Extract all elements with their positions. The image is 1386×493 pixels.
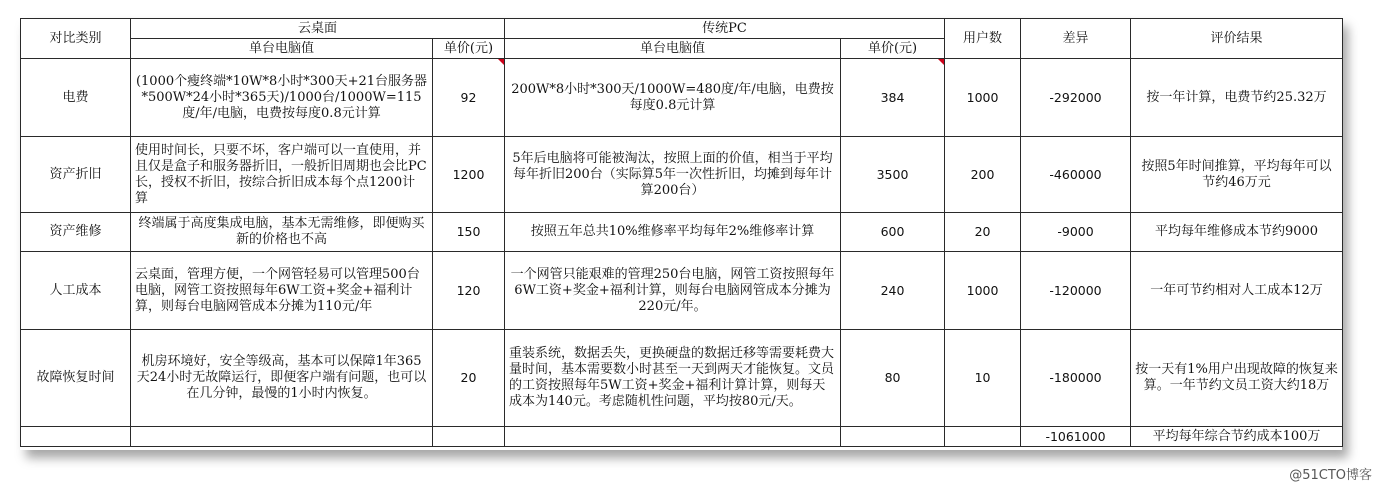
header-cloud-value: 单台电脑值 bbox=[131, 39, 433, 59]
header-users: 用户数 bbox=[945, 19, 1021, 59]
row-users: 200 bbox=[945, 137, 1021, 213]
row-result: 按一年计算，电费节约25.32万 bbox=[1131, 59, 1343, 137]
total-diff: -1061000 bbox=[1021, 427, 1131, 447]
row-result: 一年可节约相对人工成本12万 bbox=[1131, 252, 1343, 330]
row-pc-price: 600 bbox=[841, 213, 945, 252]
row-diff: -120000 bbox=[1021, 252, 1131, 330]
row-category: 资产折旧 bbox=[21, 137, 131, 213]
row-diff: -180000 bbox=[1021, 330, 1131, 427]
row-pc-value: 5年后电脑将可能被淘汰，按照上面的价值，相当于平均每年折旧200台（实际算5年一次性折旧，均摊到每年计算200台） bbox=[505, 137, 841, 213]
row-cloud-price: 20 bbox=[433, 330, 505, 427]
row-cloud-value: 机房环境好，安全等级高，基本可以保障1年365天24小时无故障运行，即便客户端有问题，也可以在几分钟，最慢的1小时内恢复。 bbox=[131, 330, 433, 427]
table-row bbox=[21, 59, 1343, 137]
row-cloud-price: 92 bbox=[433, 59, 505, 137]
row-category: 故障恢复时间 bbox=[21, 330, 131, 427]
row-users: 10 bbox=[945, 330, 1021, 427]
row-pc-value: 重装系统，数据丢失，更换硬盘的数据迁移等需要耗费大量时间，基本需要数小时甚至一天到两天才能恢复。文员的工资按照每年5W工资+奖金+福利计算计算，则每天成本为140元。考虑随机性问题，平均按80元/天。 bbox=[505, 330, 841, 427]
row-cloud-price: 150 bbox=[433, 213, 505, 252]
row-cloud-value: 终端属于高度集成电脑，基本无需维修，即便购买新的价格也不高 bbox=[131, 213, 433, 252]
header-pc-price: 单价(元) bbox=[841, 39, 945, 59]
row-pc-price: 384 bbox=[841, 59, 945, 137]
comment-marker-icon bbox=[498, 59, 504, 65]
table-row bbox=[21, 330, 1343, 427]
row-pc-price: 240 bbox=[841, 252, 945, 330]
watermark: @51CTO博客 bbox=[1289, 468, 1372, 483]
row-pc-value: 200W*8小时*300天/1000W=480度/年/电脑，电费按每度0.8元计算 bbox=[505, 59, 841, 137]
table-row bbox=[21, 252, 1343, 330]
row-result: 按一天有1%用户出现故障的恢复来算。一年节约文员工资大约18万 bbox=[1131, 330, 1343, 427]
row-users: 20 bbox=[945, 213, 1021, 252]
row-pc-value: 按照五年总共10%维修率平均每年2%维修率计算 bbox=[505, 213, 841, 252]
header-cloud: 云桌面 bbox=[131, 19, 505, 39]
row-pc-value: 一个网管只能艰难的管理250台电脑，网管工资按照每年6W工资+奖金+福利计算，则每台电脑网管成本分摊为220元/年。 bbox=[505, 252, 841, 330]
comparison-sheet bbox=[20, 18, 1342, 450]
table-row bbox=[21, 213, 1343, 252]
row-category: 资产维修 bbox=[21, 213, 131, 252]
header-category: 对比类别 bbox=[21, 19, 131, 59]
header-diff: 差异 bbox=[1021, 19, 1131, 59]
header-result: 评价结果 bbox=[1131, 19, 1343, 59]
header-pc: 传统PC bbox=[505, 19, 945, 39]
total-row bbox=[21, 427, 1343, 447]
total-result: 平均每年综合节约成本100万 bbox=[1131, 427, 1343, 447]
table-row bbox=[21, 137, 1343, 213]
row-diff: -9000 bbox=[1021, 213, 1131, 252]
row-users: 1000 bbox=[945, 252, 1021, 330]
row-cloud-value: 使用时间长，只要不坏，客户端可以一直使用，并且仅是盒子和服务器折旧，一般折旧周期也会比PC长，授权不折旧，按综合折旧成本每个点1200计算 bbox=[131, 137, 433, 213]
row-diff: -292000 bbox=[1021, 59, 1131, 137]
row-pc-price: 80 bbox=[841, 330, 945, 427]
comment-marker-icon bbox=[938, 59, 944, 65]
row-users: 1000 bbox=[945, 59, 1021, 137]
header-pc-value: 单台电脑值 bbox=[505, 39, 841, 59]
row-result: 按照5年时间推算，平均每年可以节约46万元 bbox=[1131, 137, 1343, 213]
row-cloud-value: (1000个瘦终端*10W*8小时*300天+21台服务器*500W*24小时*365天)/1000台/1000W=115度/年/电脑，电费按每度0.8元计算 bbox=[131, 59, 433, 137]
header-cloud-price: 单价(元) bbox=[433, 39, 505, 59]
row-result: 平均每年维修成本节约9000 bbox=[1131, 213, 1343, 252]
row-cloud-value: 云桌面，管理方便，一个网管轻易可以管理500台电脑，网管工资按照每年6W工资+奖金+福利计算，则每台电脑网管成本分摊为110元/年 bbox=[131, 252, 433, 330]
row-diff: -460000 bbox=[1021, 137, 1131, 213]
row-category: 电费 bbox=[21, 59, 131, 137]
cost-comparison-table bbox=[20, 18, 1343, 447]
row-pc-price: 3500 bbox=[841, 137, 945, 213]
header-row-1 bbox=[21, 19, 1343, 39]
row-category: 人工成本 bbox=[21, 252, 131, 330]
row-cloud-price: 120 bbox=[433, 252, 505, 330]
row-cloud-price: 1200 bbox=[433, 137, 505, 213]
